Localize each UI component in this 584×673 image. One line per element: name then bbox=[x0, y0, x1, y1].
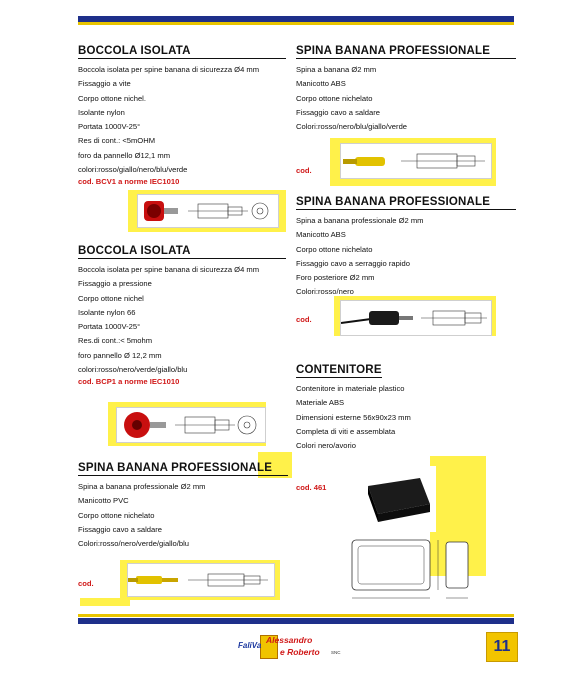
product-code: cod. 461 bbox=[296, 483, 327, 492]
product-image-spina-3 bbox=[340, 300, 492, 336]
section-title: BOCCOLA ISOLATA bbox=[78, 245, 286, 259]
section-title: SPINA BANANA PROFESSIONALE bbox=[78, 462, 288, 476]
spec-line: Completa di viti e assemblata bbox=[296, 426, 396, 436]
section-spina-banana-3 bbox=[296, 196, 516, 300]
section-boccola-isolata-1 bbox=[78, 45, 286, 186]
spec-line: Materiale ABS bbox=[296, 398, 345, 408]
product-image-contenitore bbox=[346, 464, 476, 604]
spec-line: colori:rosso/giallo/nero/blu/verde bbox=[78, 165, 188, 175]
spec-list bbox=[296, 63, 516, 134]
spec-list bbox=[78, 263, 286, 377]
spec-line: Corpo ottone nichel bbox=[78, 293, 144, 303]
spec-list bbox=[296, 382, 476, 453]
product-code: cod. bbox=[296, 166, 312, 175]
spec-line: Corpo ottone nichelato bbox=[78, 510, 155, 520]
spec-line: Portata 1000V-25° bbox=[78, 122, 141, 132]
product-image-spina-2 bbox=[340, 143, 492, 179]
spec-line: Colori:rosso/nero bbox=[296, 287, 354, 297]
spec-line: Portata 1000V-25° bbox=[78, 322, 141, 332]
page-number: 11 bbox=[486, 632, 518, 662]
spec-line: Corpo ottone nichelato bbox=[296, 93, 373, 103]
top-divider-accent bbox=[78, 22, 514, 25]
spec-line: Manicotto PVC bbox=[78, 496, 129, 506]
spec-line: Boccola isolata per spine banana di sicurezza Ø4 mm bbox=[78, 65, 260, 74]
product-code: cod. bbox=[78, 579, 94, 588]
section-title: BOCCOLA ISOLATA bbox=[78, 45, 286, 59]
product-image-boccola-1 bbox=[137, 194, 279, 228]
product-code: cod. bbox=[296, 315, 312, 324]
spec-line: Spina a banana professionale Ø2 mm bbox=[296, 216, 424, 225]
spec-list bbox=[78, 63, 286, 177]
spec-line: Dimensioni esterne 56x90x23 mm bbox=[296, 412, 411, 422]
spec-line: Spina a banana Ø2 mm bbox=[296, 65, 377, 74]
spec-line: Isolante nylon 66 bbox=[78, 307, 136, 317]
product-code: cod. BCP1 a norme IEC1010 bbox=[78, 377, 180, 387]
spec-line: Colori:rosso/nero/verde/giallo/blu bbox=[78, 539, 190, 549]
spec-line: Fissaggio a pressione bbox=[78, 279, 152, 289]
spec-line: Fissaggio cavo a serraggio rapido bbox=[296, 258, 410, 268]
logo-text-faliva: FaliVa bbox=[238, 641, 262, 650]
spec-line: colori:rosso/nero/verde/giallo/blu bbox=[78, 365, 188, 375]
spec-line: foro pannello Ø 12,2 mm bbox=[78, 350, 162, 360]
spec-line: Foro posteriore Ø2 mm bbox=[296, 273, 375, 283]
logo-text-name2: e Roberto bbox=[280, 647, 320, 657]
spec-line: foro da pannello Ø12,1 mm bbox=[78, 150, 171, 160]
section-spina-banana-2 bbox=[296, 45, 516, 134]
spec-list bbox=[296, 214, 516, 300]
spec-line: Spina a banana professionale Ø2 mm bbox=[78, 482, 206, 491]
spec-line: Fissaggio cavo a saldare bbox=[296, 107, 380, 117]
spec-line: Colori nero/avorio bbox=[296, 441, 356, 451]
bottom-divider-bar bbox=[78, 618, 514, 624]
product-code: cod. BCV1 a norme IEC1010 bbox=[78, 177, 180, 187]
logo-text-snc: SNC bbox=[331, 650, 341, 655]
section-contenitore bbox=[296, 364, 476, 453]
spec-line: Boccola isolata per spine banana di sicurezza Ø4 mm bbox=[78, 265, 260, 274]
spec-line: Corpo ottone nichel. bbox=[78, 93, 146, 103]
spec-line: Isolante nylon bbox=[78, 107, 125, 117]
company-logo bbox=[238, 633, 348, 663]
product-image-spina-1 bbox=[127, 563, 275, 597]
spec-line: Res.di cont.:< 5mohm bbox=[78, 336, 153, 346]
section-spina-banana-1 bbox=[78, 462, 288, 551]
spec-line: Contenitore in materiale plastico bbox=[296, 384, 405, 393]
spec-line: Manicotto ABS bbox=[296, 79, 346, 89]
section-title: CONTENITORE bbox=[296, 364, 382, 376]
section-title: SPINA BANANA PROFESSIONALE bbox=[296, 45, 516, 59]
section-boccola-isolata-2 bbox=[78, 245, 286, 386]
spec-line: Fissaggio cavo a saldare bbox=[78, 524, 162, 534]
spec-line: Colori:rosso/nero/blu/giallo/verde bbox=[296, 122, 408, 132]
logo-text-name1: Alessandro bbox=[266, 635, 313, 645]
product-image-boccola-2 bbox=[116, 407, 266, 443]
spec-line: Fissaggio a vite bbox=[78, 79, 131, 89]
spec-line: Res di cont.: <5mOHM bbox=[78, 136, 156, 146]
spec-list bbox=[78, 480, 288, 551]
section-title: SPINA BANANA PROFESSIONALE bbox=[296, 196, 516, 210]
spec-line: Manicotto ABS bbox=[296, 230, 346, 240]
bottom-divider-accent bbox=[78, 614, 514, 617]
spec-line: Corpo ottone nichelato bbox=[296, 244, 373, 254]
